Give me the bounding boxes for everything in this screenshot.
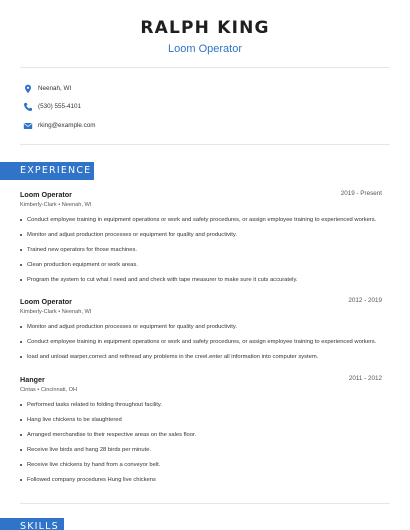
experience-divider xyxy=(20,503,390,504)
job-employer: Cintas • Cincinnati, OH xyxy=(20,387,77,393)
contact-location xyxy=(20,83,390,101)
job-bullet: Trained new operators for those machines. xyxy=(20,246,382,255)
phone-icon xyxy=(23,102,33,112)
job-dates: 2019 - Present xyxy=(340,190,382,197)
job-dates: 2011 - 2012 xyxy=(348,375,382,382)
job-bullet: Hang live chickens to be slaughtered xyxy=(20,416,382,425)
job-entry-3 xyxy=(20,375,382,491)
job-bullet: Receive live birds and hang 28 birds per minute. xyxy=(20,446,382,455)
job-location: Cincinnati, OH xyxy=(40,387,77,393)
job-bullets xyxy=(20,401,382,485)
job-bullet: load and unload warper,correct and rethread any problems in the creel.enter all information into computer system. xyxy=(20,353,382,362)
job-employer: Kimberly-Clark • Neenah, WI xyxy=(20,309,92,315)
location-pin-icon xyxy=(23,84,33,94)
job-title: Loom Operator xyxy=(20,190,72,199)
contact-email xyxy=(20,120,390,138)
job-title: Loom Operator xyxy=(20,297,72,306)
job-company: Kimberly-Clark xyxy=(20,202,57,208)
job-company: Cintas xyxy=(20,387,36,393)
experience-section-heading: EXPERIENCE xyxy=(0,162,94,180)
job-location: Neenah, WI xyxy=(61,202,92,208)
job-location: Neenah, WI xyxy=(61,309,92,315)
job-company: Kimberly-Clark xyxy=(20,309,57,315)
contact-divider xyxy=(20,144,390,145)
contact-location-text: Neenah, WI xyxy=(38,85,72,92)
job-bullet: Clean production equipment or work areas. xyxy=(20,261,382,270)
skills-section-heading: SKILLS xyxy=(0,518,64,530)
job-bullet: Arranged merchandise to their respective areas on the sales floor. xyxy=(20,431,382,440)
job-bullet: Followed company procedures Hung live chickens xyxy=(20,476,382,485)
job-title-heading: Loom Operator xyxy=(168,43,242,55)
candidate-name: RALPH KING xyxy=(140,18,270,38)
header-divider xyxy=(20,67,390,68)
resume-header xyxy=(0,18,410,55)
email-icon xyxy=(23,121,33,131)
job-bullet: Monitor and adjust production processes or equipment for quality and productivity. xyxy=(20,323,382,332)
job-bullet: Conduct employee training in equipment operations or work and safety procedures, or assign employee training to experienced workers. xyxy=(20,216,382,225)
job-bullet: Program the system to cut what I need and and check with tape measurer to make sure it cuts accurately. xyxy=(20,276,382,285)
job-title: Hanger xyxy=(20,375,45,384)
job-bullet: Performed tasks related to folding throughout facility. xyxy=(20,401,382,410)
job-employer: Kimberly-Clark • Neenah, WI xyxy=(20,202,92,208)
contact-phone xyxy=(20,101,390,119)
job-dates: 2012 - 2019 xyxy=(348,297,382,304)
job-bullets xyxy=(20,216,382,285)
job-bullet: Monitor and adjust production processes or equipment for quality and productivity. xyxy=(20,231,382,240)
contact-phone-text: (530) 555-4101 xyxy=(38,103,82,110)
job-bullet: Conduct employee training in equipment operations or work and safety procedures, or assign employee training to experienced workers. xyxy=(20,338,382,347)
job-entry-2 xyxy=(20,297,382,368)
contact-email-text: rking@example.com xyxy=(38,122,96,129)
job-bullet: Receive live chickens by hand from a conveyor belt. xyxy=(20,461,382,470)
job-bullets xyxy=(20,323,382,362)
job-entry-1 xyxy=(20,190,382,291)
